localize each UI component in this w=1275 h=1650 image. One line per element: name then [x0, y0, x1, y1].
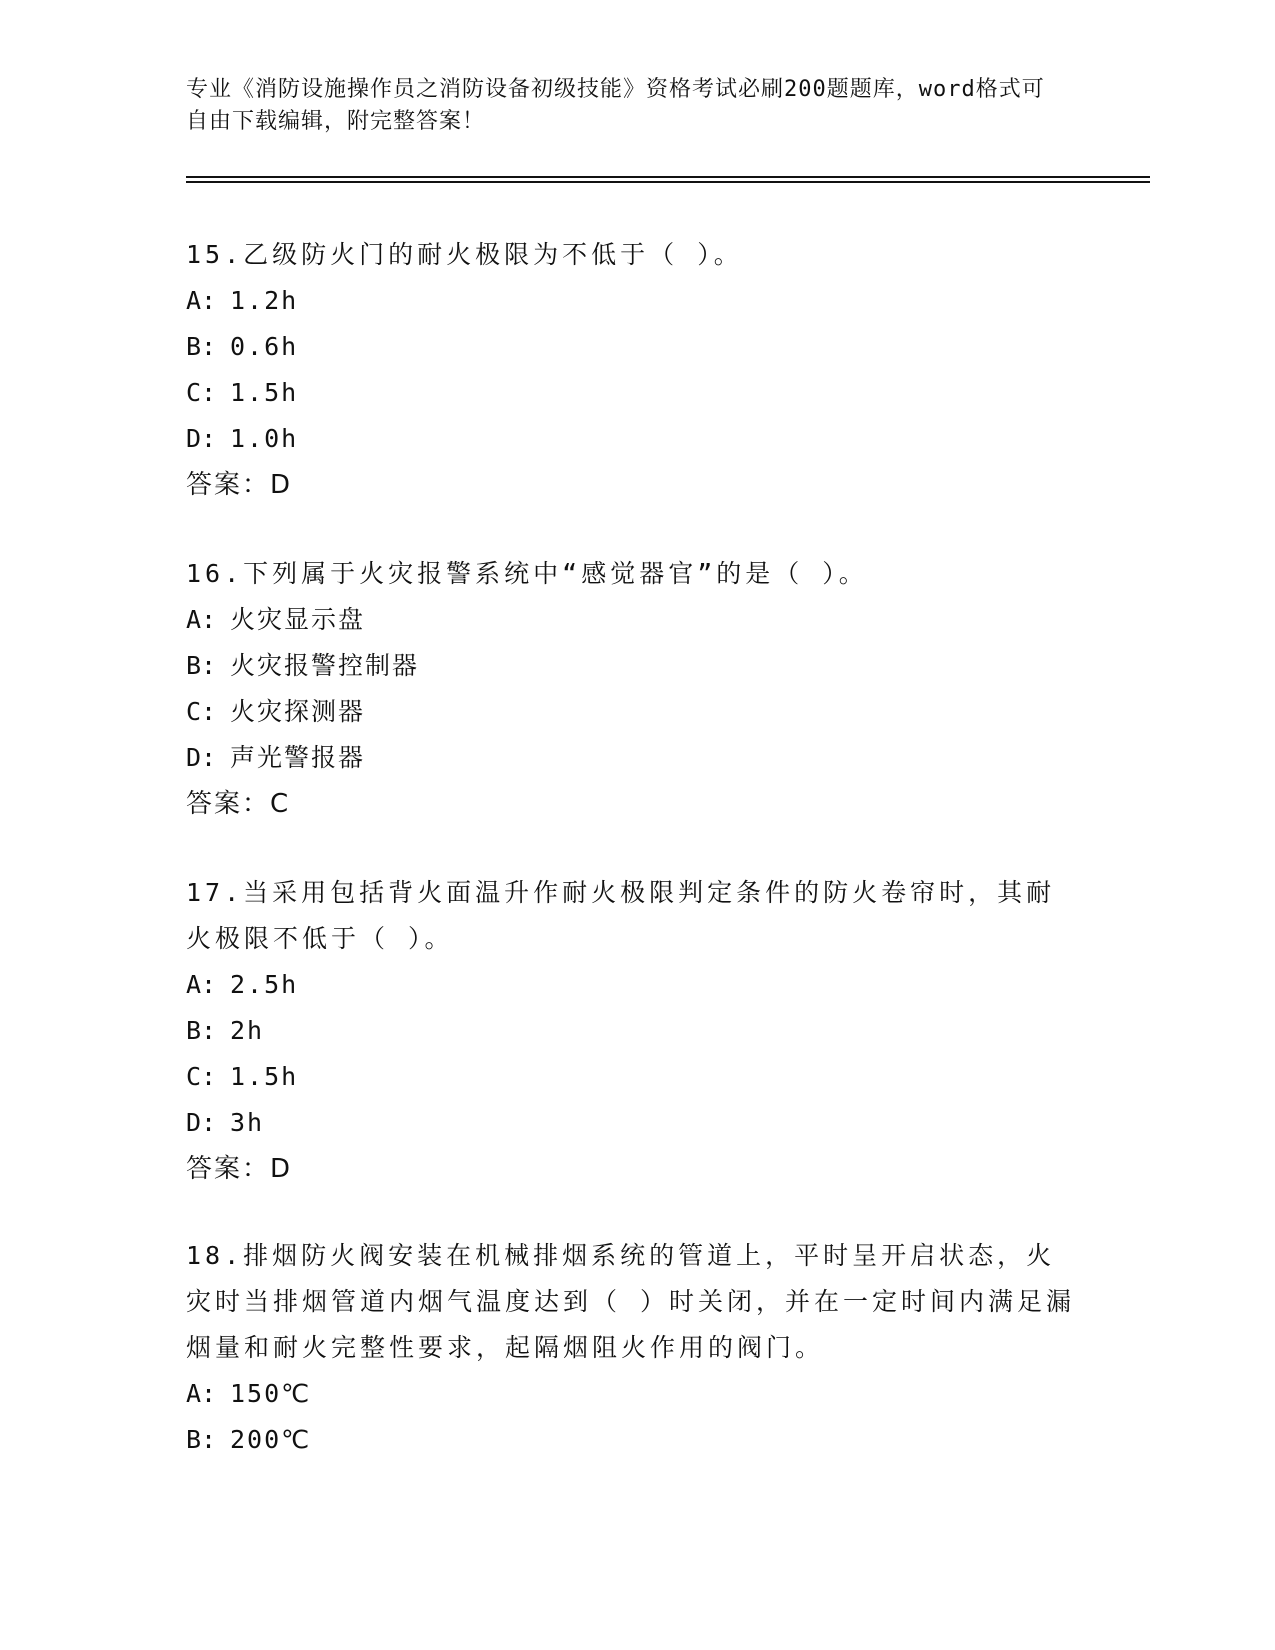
option-c	[186, 1054, 1076, 1100]
question-15	[186, 232, 1076, 508]
answer-line: 答案：D	[186, 1154, 293, 1184]
option-letter: B:	[186, 332, 217, 361]
option-text: 1.2h	[230, 286, 299, 315]
option-text: 2.5h	[230, 970, 299, 999]
option-letter: A:	[186, 286, 217, 315]
option-a	[186, 278, 1076, 324]
option-b	[186, 643, 1076, 689]
header-divider-bottom	[186, 181, 1150, 183]
option-b	[186, 1008, 1076, 1054]
option-letter: D:	[186, 743, 217, 772]
answer-line: 答案：D	[186, 470, 293, 500]
document-header: 专业《消防设施操作员之消防设备初级技能》资格考试必刷200题题库，word格式可自由下载编辑，附完整答案！	[186, 77, 1045, 134]
option-a	[186, 597, 1076, 643]
option-letter: A:	[186, 605, 217, 634]
option-letter: B:	[186, 651, 217, 680]
option-letter: D:	[186, 1108, 217, 1137]
option-text: 1.0h	[230, 424, 299, 453]
option-text: 火灾探测器	[230, 697, 366, 726]
option-text: 火灾报警控制器	[230, 651, 420, 680]
question-18	[186, 1233, 1076, 1463]
option-a	[186, 962, 1076, 1008]
option-text: 火灾显示盘	[230, 605, 366, 634]
header-divider-top	[186, 176, 1150, 178]
option-text: 声光警报器	[230, 743, 366, 772]
option-letter: B:	[186, 1016, 217, 1045]
option-text: 200℃	[230, 1425, 312, 1454]
option-text: 0.6h	[230, 332, 299, 361]
option-d	[186, 1100, 1076, 1146]
option-letter: C:	[186, 1062, 217, 1091]
question-stem: 16.下列属于火灾报警系统中“感觉器官”的是（ ）。	[186, 559, 868, 588]
option-d	[186, 735, 1076, 781]
option-letter: B:	[186, 1425, 217, 1454]
option-d	[186, 416, 1076, 462]
question-16	[186, 551, 1076, 827]
question-stem: 15.乙级防火门的耐火极限为不低于（ ）。	[186, 240, 743, 269]
option-a	[186, 1371, 1076, 1417]
option-c	[186, 689, 1076, 735]
option-letter: A:	[186, 1379, 217, 1408]
option-letter: A:	[186, 970, 217, 999]
question-stem: 18.排烟防火阀安装在机械排烟系统的管道上，平时呈开启状态，火灾时当排烟管道内烟气温度达到（ ）时关闭，并在一定时间内满足漏烟量和耐火完整性要求，起隔烟阻火作用的阀门。	[186, 1241, 1076, 1362]
option-text: 1.5h	[230, 1062, 299, 1091]
option-letter: C:	[186, 378, 217, 407]
answer-line: 答案：C	[186, 789, 291, 819]
option-text: 1.5h	[230, 378, 299, 407]
option-text: 3h	[230, 1108, 265, 1137]
option-letter: C:	[186, 697, 217, 726]
option-b	[186, 1417, 1076, 1463]
option-letter: D:	[186, 424, 217, 453]
question-stem: 17.当采用包括背火面温升作耐火极限判定条件的防火卷帘时，其耐火极限不低于（ ）。	[186, 878, 1056, 953]
option-c	[186, 370, 1076, 416]
option-text: 2h	[230, 1016, 265, 1045]
question-17	[186, 870, 1076, 1192]
option-b	[186, 324, 1076, 370]
option-text: 150℃	[230, 1379, 312, 1408]
